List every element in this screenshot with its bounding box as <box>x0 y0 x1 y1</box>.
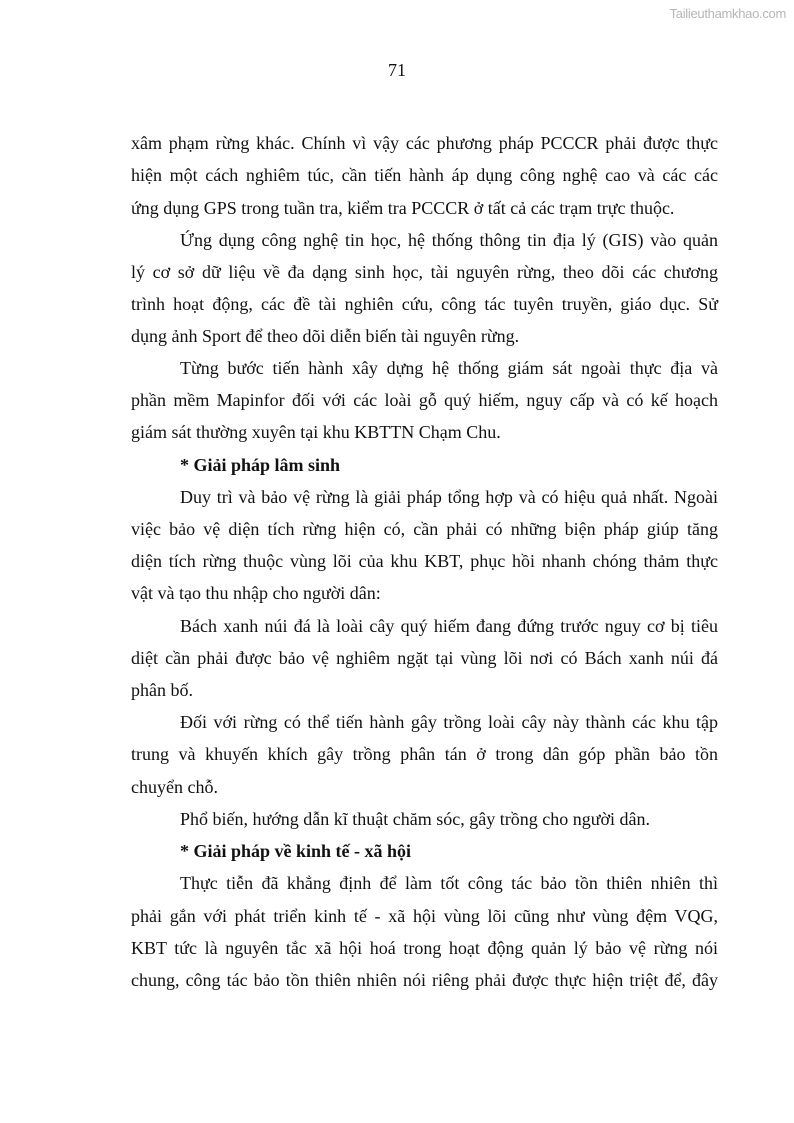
text-line: ứng dụng GPS trong tuần tra, kiểm tra PCCCR ở tất cả các trạm trực thuộc. <box>131 198 675 218</box>
text-line: Bách xanh núi đá là loài cây quý hiếm đang đứng trước nguy cơ bị tiêu <box>180 616 718 636</box>
text-line: Ứng dụng công nghệ tin học, hệ thống thông tin địa lý (GIS) vào quản <box>180 230 718 250</box>
text-line: chung, công tác bảo tồn thiên nhiên nói riêng phải được thực hiện triệt để, đây <box>131 970 718 990</box>
text-line: trung và khuyến khích gây trồng phân tán ở trong dân góp phần bảo tồn <box>131 744 718 764</box>
text-line: xâm phạm rừng khác. Chính vì vậy các phương pháp PCCCR phải được thực <box>131 133 718 153</box>
text-line: lý cơ sở dữ liệu về đa dạng sinh học, tài nguyên rừng, theo dõi các chương <box>131 262 718 282</box>
text-line: trình hoạt động, các đề tài nghiên cứu, công tác tuyên truyền, giáo dục. Sử <box>131 294 718 314</box>
text-line: Duy trì và bảo vệ rừng là giải pháp tổng hợp và có hiệu quả nhất. Ngoài <box>180 487 718 507</box>
text-line: Phổ biến, hướng dẫn kĩ thuật chăm sóc, gây trồng cho người dân. <box>180 809 650 829</box>
page-number: 71 <box>388 60 406 80</box>
text-line: diệt cần phải được bảo vệ nghiêm ngặt tại vùng lõi nơi có Bách xanh núi đá <box>131 648 718 668</box>
text-line: phần mềm Mapinfor đối với các loài gỗ quý hiếm, nguy cấp và có kế hoạch <box>131 390 718 410</box>
section-heading: * Giải pháp về kinh tế - xã hội <box>180 841 412 861</box>
text-line: việc bảo vệ diện tích rừng hiện có, cần phải có những biện pháp giúp tăng <box>131 519 718 539</box>
text-line: diện tích rừng thuộc vùng lõi của khu KBT, phục hồi nhanh chóng thảm thực <box>131 551 718 571</box>
text-line: Từng bước tiến hành xây dựng hệ thống giám sát ngoài thực địa và <box>180 358 718 378</box>
text-line: vật và tạo thu nhập cho người dân: <box>131 583 381 603</box>
text-line: hiện một cách nghiêm túc, cần tiến hành áp dụng công nghệ cao và các các <box>131 165 718 185</box>
text-line: KBT tức là nguyên tắc xã hội hoá trong hoạt động quản lý bảo vệ rừng nói <box>131 938 718 958</box>
section-heading: * Giải pháp lâm sinh <box>180 455 341 475</box>
watermark: Tailieuthamkhao.com <box>669 6 786 21</box>
text-line: Thực tiễn đã khẳng định để làm tốt công tác bảo tồn thiên nhiên thì <box>180 873 718 893</box>
text-line: giám sát thường xuyên tại khu KBTTN Chạm Chu. <box>131 422 501 442</box>
text-line: chuyển chỗ. <box>131 777 218 797</box>
text-line: phân bố. <box>131 680 193 700</box>
text-line: phải gắn với phát triển kinh tế - xã hội vùng lõi cũng như vùng đệm VQG, <box>131 906 718 926</box>
text-line: dụng ảnh Sport để theo dõi diễn biến tài nguyên rừng. <box>131 326 520 346</box>
text-line: Đối với rừng có thể tiến hành gây trồng loài cây này thành các khu tập <box>180 712 718 732</box>
